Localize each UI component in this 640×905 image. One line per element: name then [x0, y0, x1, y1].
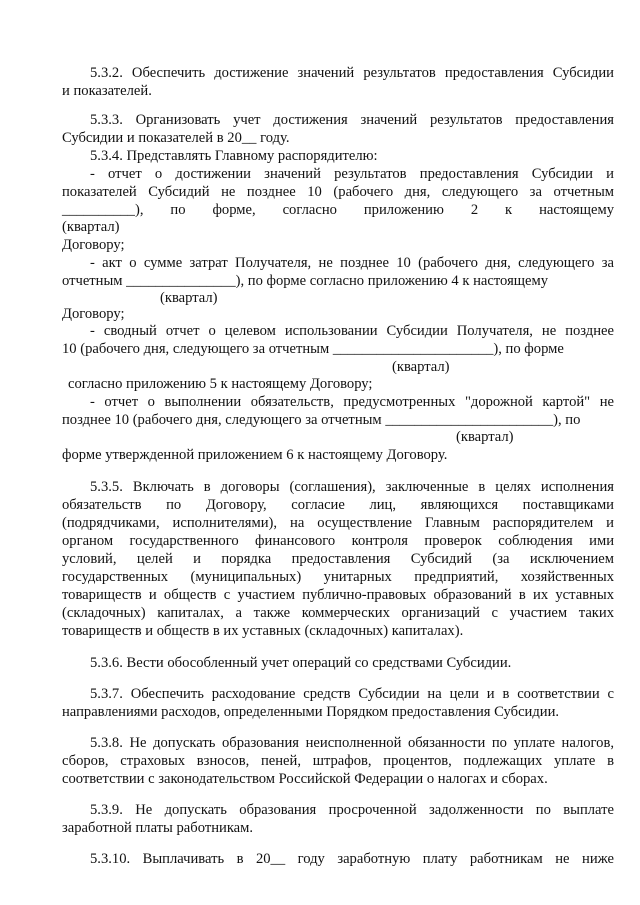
paragraph-5-3-8-line-3: соответствии с законодательством Российской Федерации о налогах и сборах.	[62, 771, 548, 787]
paragraph-5-3-5-line-3: (подрядчиками, исполнителями), на осуществление Главным распорядителем и	[62, 515, 614, 531]
paragraph-5-3-8-line-1: 5.3.8. Не допускать образования неисполненной обязанности по уплате налогов,	[90, 735, 614, 751]
paragraph-5-3-6-line-1: 5.3.6. Вести обособленный учет операций со средствами Субсидии.	[90, 655, 512, 671]
report-item-3-line-2: 10 (рабочего дня, следующего за отчетным ______________________), по форме	[62, 341, 564, 357]
paragraph-5-3-7-line-1: 5.3.7. Обеспечить расходование средств Субсидии на цели и в соответствии с	[90, 686, 614, 702]
report-item-3-line-4: согласно приложению 5 к настоящему Договору;	[68, 376, 373, 392]
paragraph-5-3-5-line-1: 5.3.5. Включать в договоры (соглашения), заключенные в целях исполнения	[90, 479, 614, 495]
paragraph-5-3-5-line-6: государственных (муниципальных) унитарных предприятий, хозяйственных	[62, 569, 614, 585]
report-item-4-line-2: позднее 10 (рабочего дня, следующего за отчетным _______________________), по	[62, 412, 581, 428]
paragraph-5-3-5-line-4: органом государственного финансового контроля проверок соблюдения ими	[62, 533, 614, 549]
paragraph-5-3-5-line-5: условий, целей и порядка предоставления Субсидий (за исключением	[62, 551, 614, 567]
paragraph-5-3-2-line-1: 5.3.2. Обеспечить достижение значений результатов предоставления Субсидии	[90, 65, 614, 81]
report-item-2-line-2: отчетным _______________), по форме согласно приложению 4 к настоящему	[62, 273, 549, 289]
report-item-1-line-5: Договору;	[62, 237, 125, 253]
paragraph-5-3-8-line-2: сборов, страховых взносов, пеней, штрафов, процентов, подлежащих уплате в	[62, 753, 614, 769]
paragraph-5-3-5-line-8: (складочных) капиталах, а также коммерческих организаций с участием таких	[62, 605, 614, 621]
quarter-label-4: (квартал)	[456, 429, 514, 445]
paragraph-5-3-5-line-2: обязательств по Договору, согласие лиц, являющихся поставщиками	[62, 497, 614, 513]
paragraph-5-3-2-line-2: и показателей.	[62, 83, 152, 99]
report-item-2-line-4: Договору;	[62, 306, 125, 322]
paragraph-5-3-10-line-1: 5.3.10. Выплачивать в 20__ году заработную плату работникам не ниже	[90, 851, 614, 867]
report-item-1-line-2: показателей Субсидий не позднее 10 (рабочего дня, следующего за отчетным	[62, 184, 614, 200]
report-item-1-line-1: - отчет о достижении значений результатов предоставления Субсидии и	[90, 166, 614, 182]
paragraph-5-3-5-line-7: товариществ и обществ с участием публично-правовых образований в их уставных	[62, 587, 614, 603]
quarter-label-2: (квартал)	[160, 290, 218, 306]
report-item-4-line-1: - отчет о выполнении обязательств, предусмотренных "дорожной картой" не	[90, 394, 614, 410]
quarter-label-3: (квартал)	[392, 359, 450, 375]
paragraph-5-3-7-line-2: направлениями расходов, определенными Порядком предоставления Субсидии.	[62, 704, 560, 720]
quarter-label-1: (квартал)	[62, 219, 120, 235]
paragraph-5-3-5-line-9: товариществ и обществ в их уставных (складочных) капиталах).	[62, 623, 464, 639]
paragraph-5-3-9-line-2: заработной платы работникам.	[62, 820, 254, 836]
report-item-1-line-3: __________), по форме, согласно приложению 2 к настоящему	[62, 202, 614, 218]
paragraph-5-3-3-line-1: 5.3.3. Организовать учет достижения значений результатов предоставления	[90, 112, 614, 128]
report-item-3-line-1: - сводный отчет о целевом использовании Субсидии Получателя, не позднее	[90, 323, 614, 339]
report-item-2-line-1: - акт о сумме затрат Получателя, не позднее 10 (рабочего дня, следующего за	[90, 255, 614, 271]
report-item-4-line-4: форме утвержденной приложением 6 к настоящему Договору.	[62, 447, 448, 463]
paragraph-5-3-9-line-1: 5.3.9. Не допускать образования просроченной задолженности по выплате	[90, 802, 614, 818]
paragraph-5-3-3-line-2: Субсидии и показателей в 20__ году.	[62, 130, 290, 146]
paragraph-5-3-4-title: 5.3.4. Представлять Главному распорядителю:	[90, 148, 378, 164]
